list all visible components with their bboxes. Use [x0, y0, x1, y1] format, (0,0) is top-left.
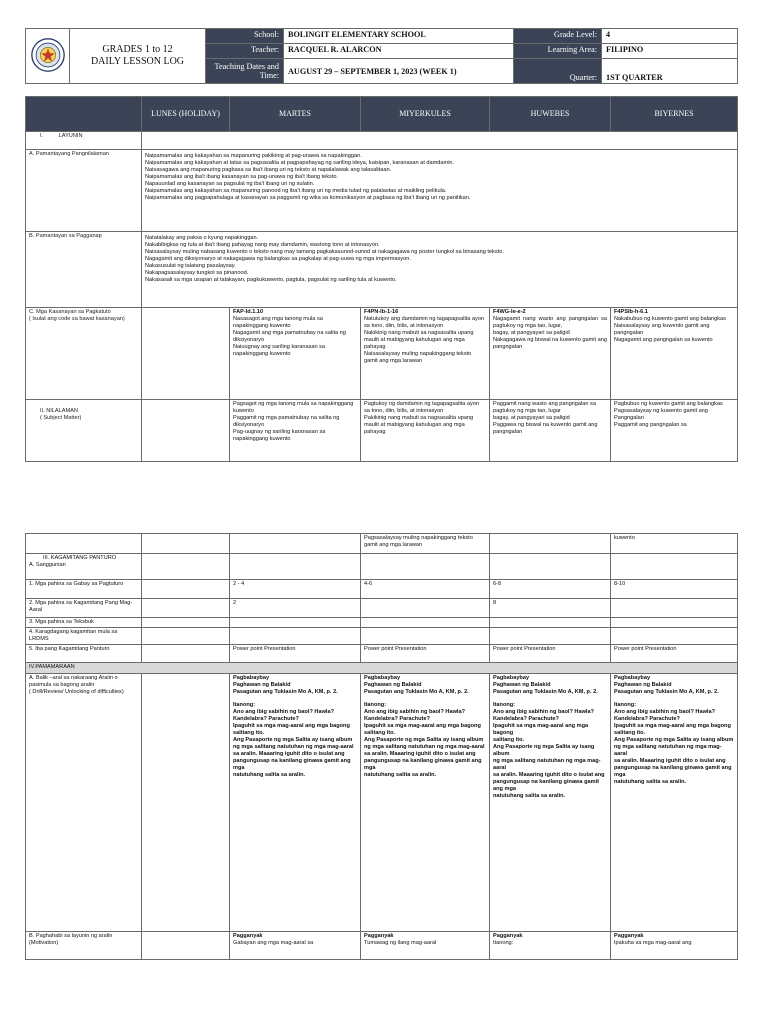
kasanayan-cell-huwebes: [490, 308, 611, 400]
teacher-value: RACQUEL R. ALARCON: [284, 44, 514, 59]
resource-cell: 8-10: [611, 580, 738, 599]
resource-cell: [490, 628, 611, 645]
lesson-table-page1: [25, 96, 738, 462]
nilalaman-row: [26, 400, 738, 462]
balik-aral-label: A. Balik –aral sa nakaraang Araiin o pasimula sa bagong aralin ( Drill/Review/ Unlocking of difficulties): [26, 674, 142, 932]
kasanayan-row: [26, 308, 738, 400]
pasagutan-text: Pasagutan ang Tuklasin Mo A, KM, p. 2.: [364, 689, 469, 695]
nilalaman-cell-miyerkules: Pagtukoy ng damdamin ng tagapagsalita ayon sa tono, diin, bilis, at intonasyon Pakikinig nang mabuti sa nagsasalita upang maulit at mabigyang kahulugan ang mga pahayag: [361, 400, 490, 462]
title-line1: GRADES 1 to 12: [102, 44, 173, 55]
layunin-heading: I. LAYUNIN: [26, 132, 142, 150]
resource-cell: [490, 618, 611, 628]
competency-code: F4PN-Ib-1-16: [364, 309, 399, 315]
pasagutan-text: Pasagutan ang Tuklasin Mo A, KM, p. 2.: [493, 689, 598, 695]
blank-cell: [142, 554, 230, 580]
pamantayan-sa-pagganap-label: B. Pamantayan sa Pagganap: [26, 232, 142, 308]
pagbabaybay-heading: Pagbabaybay: [233, 675, 270, 681]
pagganyak-heading: Pagganyak: [493, 933, 523, 939]
balik-aral-body: Ano ang ibig sabihin ng baol? Hawla? Kandelabra? Parachute? Ipaguhit sa mga mag-aaral ang mga bagong salitang ito. Ang Pasaporte ng mga Salita ay isang album ng mga salitang natutuhan ng mga mag-aaral sa aralin. Maaaring iguhit dito o isulat ang pangungusap na kanilang ginawa gamit ang mga natutuhang salita sa aralin.: [364, 709, 485, 778]
balik-aral-body: Ano ang ibig sabihin ng baol? Hawla? Kandelabra? Parachute? Ipaguhit sa mga mag-aaral ang mga bagong salitang ito. Ang Pasaporte ng mga Salita ay isang album ng mga salitang natutuhan ng mga mag-aaral sa aralin. Maaaring iguhit dito o isulat ang pangungusap na kanilang ginawa gamit ang mga natutuhang salita sa aralin.: [493, 709, 605, 799]
resource-label: 5. Iba pang Kagamitang Panturo: [26, 645, 142, 663]
layunin-row: [26, 132, 738, 150]
grade-label: Grade Level:: [514, 29, 602, 44]
paghawan-heading: Paghawan ng Balakid: [233, 682, 291, 688]
resource-row: [26, 645, 738, 663]
balik-aral-row: [26, 674, 738, 932]
nilalaman-cell-lunes: [142, 400, 230, 462]
deped-seal-icon: [31, 38, 65, 72]
day-header-row: [26, 97, 738, 132]
pagganyak-text: Ipakuha sa mga mag-aaral ang: [614, 940, 692, 946]
day-huwebes: HUWEBES: [490, 97, 611, 132]
header-table: [25, 28, 738, 84]
grade-value: 4: [602, 29, 738, 44]
resource-cell: [142, 599, 230, 618]
pagbabaybay-heading: Pagbabaybay: [493, 675, 530, 681]
corner-cell: [26, 97, 142, 132]
competency-text: Nasasagot ang mga tanong mula sa napakinggang kuwento Nagagamit ang mga pamatnubay na salita ng diksiyonaryo Naiuugnay ang sariling karanasan sa napakinggang kuwento: [233, 316, 346, 357]
kagamitang-panturo-heading: III. KAGAMITANG PANTURO: [43, 555, 117, 561]
title-cell: [70, 29, 206, 84]
pamantayang-pangnilalaman-row: [26, 150, 738, 232]
title-line2: DAILY LESSON LOG: [90, 56, 185, 67]
resource-row: [26, 618, 738, 628]
competency-code: F4PSIb-h-6.1: [614, 309, 648, 315]
balik-aral-body: Ano ang ibig sabihin ng baol? Hawla? Kandelabra? Parachute? Ipaguhit sa mga mag-aaral ang mga bagong salitang ito. Ang Pasaporte ng mga Salita ay isang album ng mga salitang natutuhan ng mga mag-aaral sa aralin. Maaaring iguhit dito o isulat ang pangungusap na kanilang ginawa gamit ang mga natutuhang salita sa aralin.: [233, 709, 354, 778]
pagganyak-heading: Pagganyak: [614, 933, 644, 939]
pamamaraan-row: [26, 663, 738, 674]
day-martes: MARTES: [230, 97, 361, 132]
blank-cell: [230, 554, 361, 580]
paghahabi-cell-huwebes: [490, 932, 611, 960]
kagamitang-panturo-row: [26, 554, 738, 580]
resource-cell: [230, 628, 361, 645]
competency-code: F4WG-Ie-e-2: [493, 309, 526, 315]
balik-aral-cell-huwebes: [490, 674, 611, 932]
resource-cell: [142, 628, 230, 645]
resource-cell: Power point Presentation: [611, 645, 738, 663]
competency-text: Nagagamit nang wasto ang pangngalan sa pagtukoy ng mga tao, lugar, bagay, at pangyayari sa paligid Nakagagawa ng biswal na kuwento gamit ang pangngalan: [493, 316, 607, 350]
paghahabi-cell-miyerkules: [361, 932, 490, 960]
dates-label: Teaching Dates and Time:: [206, 59, 284, 84]
nilalaman-cell-huwebes: Paggamit nang wasto ang pangngalan sa pagtukoy ng mga tao, lugar bagay, at pangyayari sa paligid Paggawa ng biswal na kuwento gamit ang pangngalan: [490, 400, 611, 462]
competency-text: Natutukoy ang damdamin ng tagapagsalita ayon sa tono, diin, bilis, at intonasyon Nakikinig nang mabuti sa nagsasalita upang maulit at mabigyang kahulugan ang mga pahayag Naisasalaysay muling napakinggang teksto gamit ang mga larawan: [364, 316, 485, 364]
school-label: School:: [206, 29, 284, 44]
resource-cell: [611, 628, 738, 645]
pagbabaybay-heading: Pagbabaybay: [614, 675, 651, 681]
balik-aral-cell-biyernes: [611, 674, 738, 932]
quarter-label: Quarter:: [514, 59, 602, 84]
pagbabaybay-heading: Pagbabaybay: [364, 675, 401, 681]
pasagutan-text: Pasagutan ang Tuklasin Mo A, KM, p. 2.: [233, 689, 338, 695]
itanong-label: Itanong:: [614, 702, 637, 708]
kasanayan-cell-biyernes: [611, 308, 738, 400]
itanong-label: Itanong:: [233, 702, 256, 708]
paghahabi-cell-biyernes: [611, 932, 738, 960]
resource-cell: 8: [490, 599, 611, 618]
balik-aral-cell-miyerkules: [361, 674, 490, 932]
continuation-cell-huwebes: [490, 534, 611, 554]
day-miyerkules: MIYERKULES: [361, 97, 490, 132]
continuation-cell-martes: [230, 534, 361, 554]
resource-label: 1. Mga pahina sa Gabay sa Pagtuturo: [26, 580, 142, 599]
lesson-table-page2: [25, 533, 738, 960]
continuation-cell-miyerkules: Pagsasalaysay muling napakinggang teksto gamit ang mga larawan: [361, 534, 490, 554]
competency-code: FAP-Id.1.10: [233, 309, 264, 315]
pamamaraan-heading: IV.PAMAMARAAN: [26, 663, 738, 674]
teacher-label: Teacher:: [206, 44, 284, 59]
sanggunian-label: A. Sanggunian: [29, 562, 66, 568]
continuation-cell-lunes: [142, 534, 230, 554]
paghahabi-label: B. Paghahabi sa layunin ng aralin (Motivation): [26, 932, 142, 960]
layunin-blank: [142, 132, 738, 150]
kagamitang-panturo-cell: [26, 554, 142, 580]
resource-cell: [611, 599, 738, 618]
paghahabi-cell-lunes: [142, 932, 230, 960]
pasagutan-text: Pasagutan ang Tuklasin Mo A, KM, p. 2.: [614, 689, 719, 695]
resource-label: 2. Mga pahina sa Kagamitang Pang Mag-Aaral: [26, 599, 142, 618]
kasanayan-label: C. Mga Kasanayan sa Pagkatuto ( Isulat ang code sa bawat kasanayan): [26, 308, 142, 400]
blank-cell: [611, 554, 738, 580]
quarter-value: 1ST QUARTER: [602, 59, 738, 84]
pagganyak-text: Itanong:: [493, 940, 514, 946]
blank-cell: [490, 554, 611, 580]
nilalaman-heading: II. NILALAMAN ( Subject Matter): [26, 400, 142, 462]
itanong-label: Itanong:: [493, 702, 516, 708]
logo-cell: [26, 29, 70, 84]
day-biyernes: BIYERNES: [611, 97, 738, 132]
continuation-label: [26, 534, 142, 554]
school-value: BOLINGIT ELEMENTARY SCHOOL: [284, 29, 514, 44]
pagganyak-heading: Pagganyak: [364, 933, 394, 939]
blank-cell: [361, 554, 490, 580]
resource-cell: 2: [230, 599, 361, 618]
resource-label: 4. Karagdagang kagamitan mula sa LRDMS: [26, 628, 142, 645]
pamantayan-sa-pagganap-row: [26, 232, 738, 308]
resource-cell: [142, 618, 230, 628]
pamantayan-sa-pagganap-text: Natatalakay ang paksa o kyung napakinggan. Nakabibigkas ng tula at iba't ibang pahayag nang may damdamin, wastong tono at intonasyon. Naisasalaysay muling nabasang kuwento o teksto nang may tamang pagkakasunod-sunod at nakagagawa ng poster tungkol sa binasang teksto. Nagagamit ang diksiyonaryo at nakagagawa ng balangkas sa pagkalap at pag-uuwa ng mga impormasyon. Nakasusulat ng talatang pasalaysay. Nakapagsasalaysay tungkol sa pinanood. Nakasasali sa mga usapan at talakayan, pagkukuwento, pagtula, pagsulat ng sariling tula at kuwento.: [142, 232, 738, 308]
resource-row: [26, 580, 738, 599]
resource-cell: Power point Presentation: [230, 645, 361, 663]
paghahabi-row: [26, 932, 738, 960]
resource-cell: [361, 599, 490, 618]
pamantayang-pangnilalaman-label: A. Pamantayang Pangnilalaman: [26, 150, 142, 232]
paghawan-heading: Paghawan ng Balakid: [614, 682, 672, 688]
resource-row: [26, 599, 738, 618]
itanong-label: Itanong:: [364, 702, 387, 708]
competency-text: Nakabubuo ng kuwento gamit ang balangkas Naisasalaysay ang kuwento gamit ang pangngalan Nagagamit ang pangngalan sa kuwento: [614, 316, 726, 343]
day-lunes: LUNES (HOLIDAY): [142, 97, 230, 132]
resource-cell: 6-8: [490, 580, 611, 599]
balik-aral-body: Ano ang ibig sabihin ng baol? Hawla? Kandelabra? Parachute? Ipaguhit sa mga mag-aaral ang mga bagong salitang ito. Ang Pasaporte ng mga Salita ay isang album ng mga salitang natutuhan ng mga mag-aaral sa aralin. Maaaring iguhit dito o isulat ang pangungusap na kanilang ginawa gamit ang mga natutuhang salita sa aralin.: [614, 709, 734, 785]
resource-cell: [611, 618, 738, 628]
resource-cell: 2 - 4: [230, 580, 361, 599]
balik-aral-cell-martes: [230, 674, 361, 932]
pamantayang-pangnilalaman-text: Naipamamalas ang kakayahan sa mapanuring pakikinig at pag-unawa sa napakinggan. Naipamamalas ang kakayahan at tatas sa pagsasalita at pagpapahayag ng sariling ideya, kaisipan, karanasan at damdamin. Naisasagawa ang mapanuring pagbasa sa iba't ibang uri ng teksto at napalalawak ang talasalitaan. Naipamamalas ang iba't ibang kasanayan sa pag-unawa ng iba't ibang teksto. Napauunlad ang kasanayan sa pagsulat ng iba't ibang uri ng sulatin. Naipamamalas ang kakayahan sa mapanuring panood ng iba't ibang uri ng media tulad ng patalastas at maikling pelikula. Naipamamalas ang pagpapahalaga at kasanayan sa paggamit ng wika sa komunikasyon at pagbasa ng iba't ibang uri ng panitikan.: [142, 150, 738, 232]
pagganyak-heading: Pagganyak: [233, 933, 263, 939]
resource-cell: Power point Presentation: [490, 645, 611, 663]
page-2: [0, 520, 768, 1024]
balik-aral-cell-lunes: [142, 674, 230, 932]
continuation-row: [26, 534, 738, 554]
resource-label: 3. Mga pahina sa Teksbuk: [26, 618, 142, 628]
paghawan-heading: Paghawan ng Balakid: [493, 682, 551, 688]
dates-value: AUGUST 29 – SEPTEMBER 1, 2023 (WEEK 1): [284, 59, 514, 84]
area-value: FILIPINO: [602, 44, 738, 59]
resource-row: [26, 628, 738, 645]
resource-cell: [142, 580, 230, 599]
resource-cell: 4-6: [361, 580, 490, 599]
resource-cell: Power point Presentation: [361, 645, 490, 663]
kasanayan-cell-martes: [230, 308, 361, 400]
kasanayan-cell-lunes: [142, 308, 230, 400]
pagganyak-text: Tumawag ng ilang mag-aaral: [364, 940, 437, 946]
nilalaman-cell-martes: Pagsagot ng mga tanong mula sa napakinggang kuwento Paggamit ng mga pamatnubay na salita ng diksiyonaryo Pag-uugnay ng sariling karanasan sa napakinggang kuwento: [230, 400, 361, 462]
kasanayan-cell-miyerkules: [361, 308, 490, 400]
resource-cell: [230, 618, 361, 628]
continuation-cell-biyernes: kuwento: [611, 534, 738, 554]
pagganyak-text: Gabayan ang mga mag-aaral sa: [233, 940, 314, 946]
paghahabi-cell-martes: [230, 932, 361, 960]
area-label: Learning Area:: [514, 44, 602, 59]
resource-cell: [361, 628, 490, 645]
resource-cell: [361, 618, 490, 628]
paghawan-heading: Paghawan ng Balakid: [364, 682, 422, 688]
resource-cell: [142, 645, 230, 663]
nilalaman-cell-biyernes: Pagbubuo ng kuwento gamit ang balangkas Pagsasalaysay ng kuwento gamit ang Pangngalan Paggamit ang pangngalan sa: [611, 400, 738, 462]
